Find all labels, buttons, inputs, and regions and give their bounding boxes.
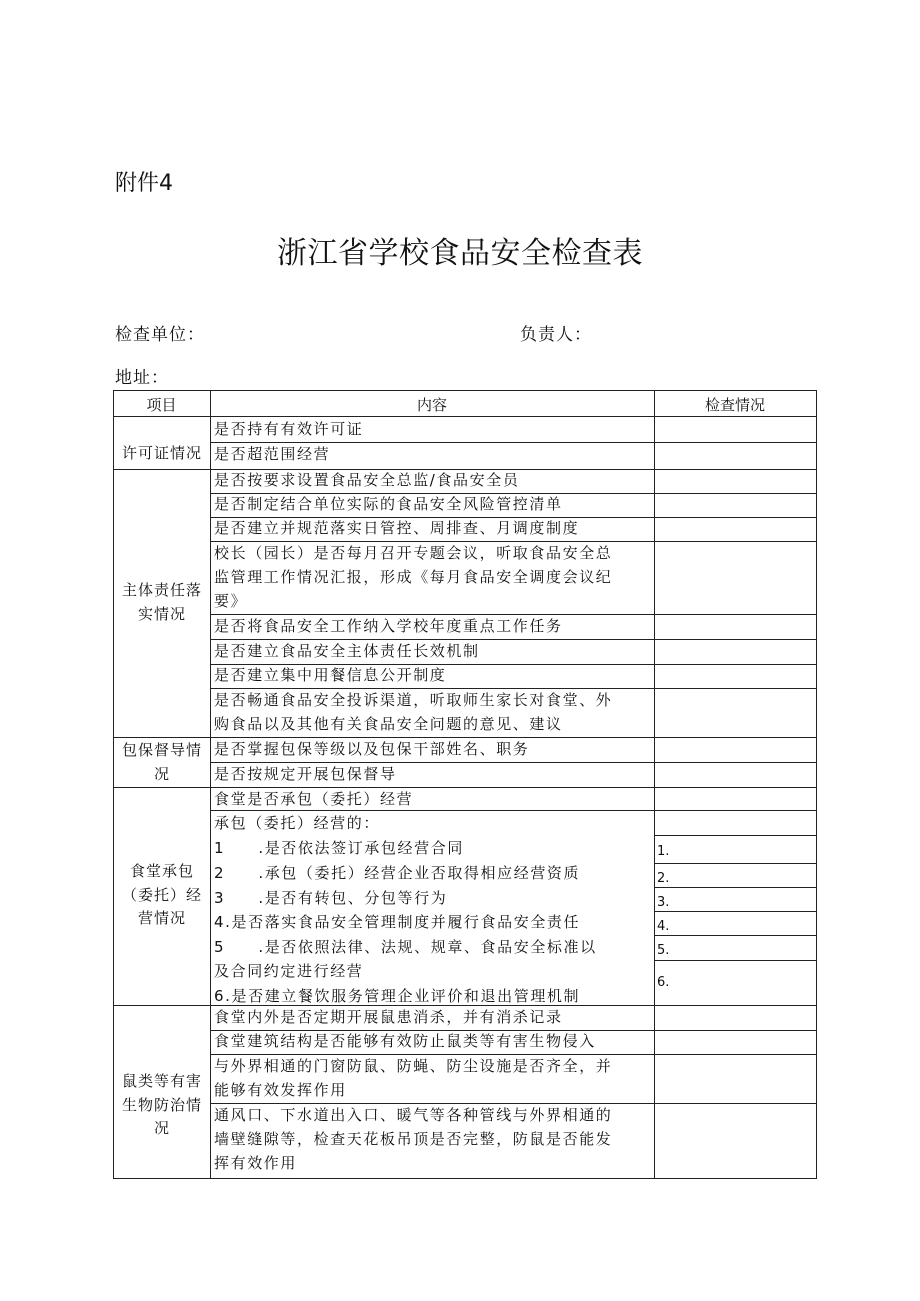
table-row: 监管理工作情况汇报，形成《每月食品安全调度会议纪 <box>214 568 613 586</box>
category-supervision: 包保督导情况 <box>121 741 202 783</box>
table-rule <box>113 1178 817 1179</box>
table-row: 是否建立集中用餐信息公开制度 <box>214 666 447 684</box>
table-row: 食堂内外是否定期开展鼠患消杀，并有消杀记录 <box>214 1008 563 1026</box>
table-rule <box>113 390 817 391</box>
table-row: 是否建立并规范落实日管控、周排查、月调度制度 <box>214 519 580 537</box>
table-row: 食堂建筑结构是否能够有效防止鼠类等有害生物侵入 <box>214 1032 596 1050</box>
table-row: 5 .是否依照法律、法规、规章、食品安全标准以 <box>214 938 597 956</box>
header-content: 内容 <box>416 396 447 414</box>
table-row: 是否畅通食品安全投诉渠道，听取师生家长对食堂、外 <box>214 691 613 709</box>
table-row: 是否持有有效许可证 <box>214 420 364 438</box>
table-rule <box>113 416 817 417</box>
table-border <box>210 390 211 1179</box>
table-row: 通风口、下水道出入口、暖气等各种管线与外界相通的 <box>214 1106 613 1124</box>
table-border <box>816 390 817 1179</box>
table-rule <box>654 911 817 912</box>
table-row: 是否制定结合单位实际的食品安全风险管控清单 <box>214 495 563 513</box>
attachment-label: 附件4 <box>115 171 173 196</box>
table-row: 4.是否落实食品安全管理制度并履行食品安全责任 <box>214 913 581 931</box>
table-rule <box>654 863 817 864</box>
category-main-responsibility: 主体责任落实情况 <box>121 581 202 623</box>
page-title: 浙江省学校食品安全检查表 <box>277 236 643 271</box>
table-row: 是否掌握包保等级以及包保干部姓名、职务 <box>214 740 530 758</box>
table-row: 是否按要求设置食品安全总监/食品安全员 <box>214 471 520 489</box>
table-row: 承包（委托）经营的： <box>214 814 381 832</box>
address-label: 地址： <box>115 368 169 388</box>
table-row: 3 .是否有转包、分包等行为 <box>214 889 448 907</box>
table-row: 6.是否建立餐饮服务管理企业评价和退出管理机制 <box>214 987 581 1004</box>
table-rule <box>654 960 817 961</box>
check-result-cell: 3. <box>657 895 670 910</box>
table-row: 食堂是否承包（委托）经营 <box>214 790 414 808</box>
table-row: 及合同约定进行经营 <box>214 962 364 980</box>
check-result-cell: 6. <box>657 975 670 990</box>
inspection-table <box>113 390 817 1179</box>
header-check-result: 检查情况 <box>704 396 765 414</box>
table-row: 能够有效发挥作用 <box>214 1081 347 1099</box>
table-rule <box>654 935 817 936</box>
table-border <box>113 390 114 1179</box>
header-item: 项目 <box>146 396 177 414</box>
table-rule <box>654 835 817 836</box>
table-row: 是否将食品安全工作纳入学校年度重点工作任务 <box>214 617 563 635</box>
check-result-cell: 2. <box>657 871 670 886</box>
check-result-cell: 4. <box>657 919 670 934</box>
table-row: 墙壁缝隙等，检查天花板吊顶是否完整，防鼠是否能发 <box>214 1130 613 1148</box>
table-row: 挥有效作用 <box>214 1154 298 1172</box>
responsible-person-label: 负责人： <box>520 325 592 345</box>
category-pest-control: 鼠类等有害生物防治情况 <box>121 1072 202 1137</box>
table-row: 2 .承包（委托）经营企业否取得相应经营资质 <box>214 864 581 882</box>
check-result-cell: 1. <box>657 844 670 859</box>
table-row: 是否超范围经营 <box>214 445 331 463</box>
table-row: 与外界相通的门窗防鼠、防蝇、防尘设施是否齐全，并 <box>214 1057 613 1075</box>
table-row: 购食品以及其他有关食品安全问题的意见、建议 <box>214 715 563 733</box>
table-row: 是否按规定开展包保督导 <box>214 765 397 783</box>
table-border <box>654 390 655 1179</box>
table-rule <box>654 887 817 888</box>
category-license: 许可证情况 <box>121 444 202 462</box>
table-row: 要》 <box>214 592 248 610</box>
category-contracted-canteen: 食堂承包（委托）经营情况 <box>121 862 202 927</box>
table-row: 1 .是否依法签订承包经营合同 <box>214 839 464 857</box>
inspection-unit-label: 检查单位： <box>115 325 205 345</box>
check-result-cell: 5. <box>657 943 670 958</box>
table-row: 校长（园长）是否每月召开专题会议，听取食品安全总 <box>214 544 613 562</box>
table-row: 是否建立食品安全主体责任长效机制 <box>214 642 480 660</box>
